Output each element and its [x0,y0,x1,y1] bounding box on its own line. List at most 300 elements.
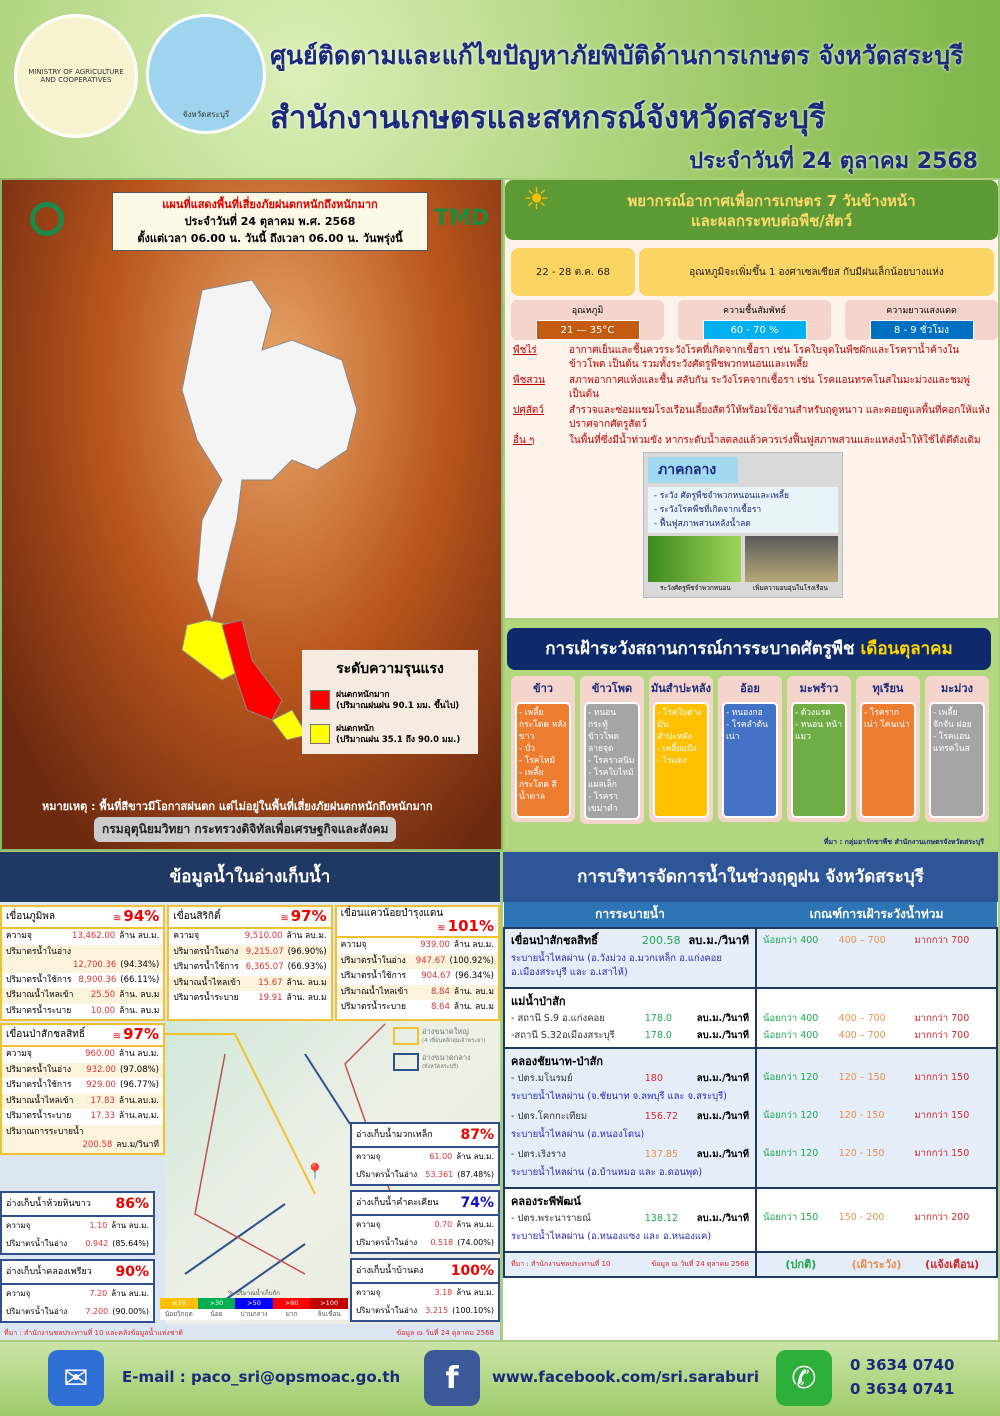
dam-row [2,973,163,989]
reservoir-percent: 74% [460,1195,494,1211]
criteria-normal: น้อยกว่า 150 [763,1212,819,1223]
reservoir-panel [0,852,500,1340]
dam-card [335,905,500,1021]
advice-list [513,344,993,448]
row-value-unit [91,1110,159,1123]
advice-key: พืชสวน [513,375,545,386]
advice-key: พืชไร่ [513,345,537,356]
weather-header [505,180,998,240]
metric-temperature [511,300,664,340]
criteria-watch: 400 – 700 [838,935,886,946]
unit-label: ลบ.ม./วินาที [696,1013,749,1024]
scale-value: >100 [310,1298,348,1309]
crop-pest-list: - เพลี้ย จักจั่น ฝอย - โรคแอน แทรคโนส [929,702,985,818]
unit-label: ลบ.ม./วินาที [696,1111,749,1122]
row-label: ความจุ [340,940,367,951]
row-unit: (96.34%) [454,971,494,982]
pest-surveillance-panel [505,620,998,850]
row-value: 960.00 [85,1049,115,1060]
row-label: ปริมาตรน้ำระบาย [6,1005,72,1016]
dam-row [2,1063,163,1079]
row-unit: ล้าน ลบ.ม. [456,1220,494,1229]
reservoir-percent: 100% [450,1263,494,1279]
row-value: 6,365.07 [245,962,284,973]
row-label: ปริมาณน้ำไหลเข้า [173,977,241,988]
legend-label: ฝนตกหนักมาก [336,690,390,700]
station-value: 178.0 [644,1013,672,1024]
row-unit: (85.64%) [112,1238,149,1248]
dam-row [169,976,330,992]
criteria-normal: น้อยกว่า 120 [763,1110,819,1121]
flow-note: ระบายน้ำไหลผ่าน (อ.หนองโดน) [511,1129,645,1140]
dam-row [337,1000,498,1016]
map-note: หมายเหตุ : พื้นที่สีขาวมีโอกาสฝนตก แต่ไม่อยู่ในพื้นที่เสี่ยงภัยฝนตกหนักถึงหนักมาก [42,800,433,813]
table-row [504,928,997,988]
row-label: ปริมาณการระบายน้ำ [6,1126,84,1137]
dam-card [0,905,165,1021]
flow-note: ระบายน้ำไหลผ่าน (จ.ชัยนาท จ.ลพบุรี และ จ.สระบุรี) [511,1091,727,1102]
legend-sub: (ปริมาณฝนฝน 90.1 มม. ขึ้นไป) [336,701,460,711]
station-line [511,1027,749,1044]
reservoir-row [2,1235,153,1253]
dam-line [511,932,749,949]
map-period: ตั้งแต่เวลา 06.00 น. วันนี้ ถึงเวลา 06.00 น. วันพรุ่งนี้ [137,232,403,245]
row-value: 19.91 [258,993,283,1004]
facebook-link[interactable]: www.facebook.com/sri.saraburi [492,1368,760,1386]
discharge-cell [504,988,756,1048]
reservoir-card [350,1122,500,1186]
water-level-icon: ≋ [113,912,122,924]
row-unit: (96.90%) [287,946,327,957]
dde-logo-icon [30,202,64,236]
dam-row [2,1047,163,1063]
crop-pest-list: - โรคใบด่าง มัน สำปะหลัง - เพลี้ยแป้ง - ไรแดง [653,702,709,818]
dam-percent: 97% [123,1024,159,1043]
legend-label: ฝนตกหนัก [336,724,375,734]
pest-month: เดือนตุลาคม [860,639,953,659]
flow-note: ระบายน้ำไหลผ่าน (อ.หนองแซง และ อ.หนองแค) [511,1231,712,1242]
dam-row [2,929,163,945]
row-value-unit [72,930,159,943]
scale-bin [160,1298,198,1320]
left-reservoir-column [0,1023,159,1323]
criteria-normal: น้อยกว่า 400 [763,1013,819,1024]
row-unit: (100.92%) [449,955,494,966]
row-label: ปริมาตรน้ำระบาย [340,1002,406,1013]
dam-row [337,985,498,1001]
reservoir-name: อ่างเก็บน้ำห้วยหินขาว [6,1198,91,1209]
reservoir-row [352,1166,498,1184]
crop-name: มันสำปะหลัง [651,682,711,695]
dam-row [2,1004,163,1020]
row-label: ปริมาณน้ำไหลเข้า [6,990,74,1001]
row-value-unit [430,1237,494,1249]
row-unit: ล้าน ลบ.ม. [456,1152,494,1161]
row-unit: ล้าน. ลบ.ม [119,990,160,1001]
unit-label: ลบ.ม./วินาที [696,1149,749,1160]
row-value-unit [431,986,494,999]
table-row [504,1048,997,1188]
dam-row [2,1078,163,1094]
crop-card [649,676,713,822]
dam-row [337,954,498,970]
crop-pest-list: - ด้วงแรด - หนอน หน้าแมว [791,702,847,818]
facebook-icon: f [424,1350,480,1406]
crop-name: มะพร้าว [799,682,839,695]
scale-label: น้อย [198,1309,236,1320]
central-region-box [643,452,843,598]
row-value: 17.83 [90,1095,115,1106]
row-value: 200.58 [82,1139,113,1150]
row-unit: (96.77%) [119,1080,159,1091]
map-source: กรมอุตุนิยมวิทยา กระทรวงดิจิทัลเพื่อเศรษฐกิจและสังคม [94,817,396,842]
row-unit: ล้าน.ลบ.ม. [118,1095,159,1106]
reservoir-row [352,1216,498,1234]
criteria-normal: น้อยกว่า 400 [763,935,819,946]
row-value: 8,900.36 [78,974,117,985]
row-unit: (97.08%) [119,1064,159,1075]
station-name: - ปตร.เริงราง [511,1149,566,1160]
row-value-unit [85,1048,159,1061]
criteria-alert: มากกว่า 150 [914,1110,970,1121]
caterpillar-photo [648,536,741,582]
reservoir-asof: ข้อมูล ณ วันที่ 24 ตุลาคม 2568 [396,1329,494,1337]
province-seal [146,14,266,134]
crop-pest-list: - เพลี้ยกระโดด หลังขาว - บั่ว - โรคไหม้ - เพลี้ยกระโดด สีน้ำตาล [515,702,571,818]
legend-title: ระดับความรุนแรง [336,661,444,677]
station-value: 180 [644,1073,663,1084]
row-value: 1.10 [89,1220,108,1230]
forecast-period: 22 - 28 ต.ค. 68 [511,248,635,296]
table-row [504,1252,997,1277]
row-label: ความจุ [356,1288,381,1297]
row-value: 939.00 [420,940,450,951]
dam-name: เขื่อนภูมิพล [6,911,55,922]
water-level-icon: ≋ [280,912,289,924]
email-link[interactable]: E-mail : paco_sri@opsmoac.go.th [122,1368,401,1386]
reservoir-name: อ่างเก็บน้ำมวกเหล็ก [356,1130,433,1140]
dam-pct-wrap [112,1024,159,1043]
row-value: 9,215.07 [245,946,284,957]
dam-row [169,960,330,976]
row-value: 8.64 [430,1002,450,1013]
row-value-unit [85,1238,149,1250]
station-value: 178.0 [644,1030,672,1041]
row-label: ปริมาตรน้ำในอ่าง [6,1064,71,1075]
scale-label: น้อยวิกฤต [160,1309,198,1320]
row-value: 9,510.00 [244,931,283,942]
row-label: ความจุ [6,1288,31,1298]
crop-card [511,676,575,822]
unit-label: ลบ.ม./วินาที [688,934,749,947]
water-level-icon: ≋ [437,923,446,934]
weather-title: พยากรณ์อากาศเพื่อการเกษตร 7 วันข้างหน้า [627,192,916,210]
row-unit: ล้าน ลบ.ม. [456,1288,494,1297]
reservoir-card [350,1258,500,1322]
scale-value: ≤30 [160,1298,198,1309]
central-item: - ระวังโรคพืชที่เกิดจากเชื้อรา [654,505,762,515]
advice-text: ในพื้นที่ซึ่งมีน้ำท่วมขัง หากระดับน้ำลดลงแล้วควรเร่งฟื้นฟูสภาพสวนและแหล่งน้ำให้ใช้ได้ดีดังเดิม [569,435,981,446]
row-value: 0.518 [430,1238,454,1247]
weather-subtitle: และผลกระทบต่อพืช/สัตว์ [690,212,853,230]
reservoir-header [352,1260,498,1284]
col-header-criteria: เกณฑ์การเฝ้าระวังน้ำท่วม [756,902,997,928]
metric-label: ความชื้นสัมพัทธ์ [722,306,787,316]
pest-source: ที่มา : กลุ่มอารักขาพืช สำนักงานเกษตรจังหวัดสระบุรี [823,838,984,846]
row-label: ปริมาตรน้ำใช้การ [6,974,72,985]
row-unit: ล้าน. ลบ.ม [286,993,327,1004]
dam-row [337,938,498,954]
row-value: 17.33 [90,1111,115,1122]
reservoir-row [2,1285,153,1303]
dam-row [2,1125,163,1153]
reservoir-percent: 87% [460,1127,494,1143]
station-line [511,1108,749,1125]
level-label: (ปกติ) [785,1258,817,1271]
reservoir-row [352,1284,498,1302]
row-value: 904.67 [421,971,451,982]
dam-name: เขื่อนป่าสักชลสิทธิ์ [6,1029,85,1040]
row-value-unit [258,977,326,990]
legend-item [310,690,470,712]
row-value: 12,700.36 [73,959,117,970]
dam-row [337,969,498,985]
row-unit: (74.00%) [457,1238,494,1247]
row-value: 15.67 [258,977,283,988]
row-value-unit [246,961,327,974]
criteria-line [763,1145,990,1162]
row-value-unit [245,930,327,943]
row-unit: ล้าน ลบ.ม. [453,940,494,951]
row-unit: ล้าน ลบ.ม. [111,1220,149,1230]
criteria-line [763,932,990,949]
weather-advice-area [513,344,993,598]
phone-number-1[interactable]: 0 3634 0740 [850,1356,955,1374]
row-value: 3.215 [425,1306,449,1315]
rain-risk-map-panel [0,178,503,851]
scale-value: >80 [273,1298,311,1309]
water-management-panel [503,852,998,1340]
crop-pest-list: - โรครากเน่า โคนเน่า [860,702,916,818]
dam-name: เขื่อนแควน้อยบำรุงแดน [340,908,444,919]
row-unit: ล้าน. ลบ.ม [286,977,327,988]
criteria-line [763,1069,990,1086]
dam-header [2,907,163,929]
header-date: ประจำวันที่ 24 ตุลาคม 2568 [689,149,978,174]
reservoir-row [352,1302,498,1320]
pest-header [507,628,991,670]
scale-label: มาก [273,1309,311,1320]
legend-sub: (ปริมาณฝน 35.1 ถึง 90.0 มม.) [336,735,461,745]
criteria-normal: น้อยกว่า 120 [763,1072,819,1083]
row-value-unit [91,1005,159,1018]
row-value-unit [246,946,327,959]
station-name: - ปตร.มโนรมย์ [511,1073,573,1084]
metric-label: ความยาวแสงแดด [886,306,957,316]
row-value-unit [425,1305,494,1317]
scale-bin [198,1298,236,1320]
scale-value: >30 [198,1298,236,1309]
severity-legend [302,650,478,754]
metric-value: 8 - 9 ชั่วโมง [870,320,974,340]
row-label: ปริมาตรน้ำใช้การ [6,1080,72,1091]
reservoir-card [0,1259,155,1323]
row-unit: (87.48%) [457,1170,494,1179]
dam-pct-wrap [280,906,327,925]
dam-header [2,1025,163,1047]
discharge-cell [504,928,756,988]
advice-key: ปศุสัตว์ [513,405,544,416]
dam-row [2,988,163,1004]
reservoir-row [2,1303,153,1321]
reservoir-card [0,1191,155,1255]
row-unit: (90.00%) [112,1306,149,1316]
footer [0,1342,1000,1416]
row-unit: ล้าน. ลบ.ม [119,1005,160,1016]
legend-item [310,724,470,746]
crop-name: อ้อย [740,682,760,695]
dam-row [2,1109,163,1125]
map-title: แผนที่แสดงพื้นที่เสี่ยงภัยฝนตกหนักถึงหนักมาก [162,198,378,211]
header [0,0,1000,178]
dam-pct-wrap [437,917,494,935]
station-name: - ปตร.พระนารายณ์ [511,1213,591,1224]
reservoir-name: อ่างเก็บน้ำคำตะเคียน [356,1198,439,1208]
row-value: 13,462.00 [71,931,116,942]
header-title-office: สำนักงานเกษตรและสหกรณ์จังหวัดสระบุรี [270,100,826,136]
map-legend-swatch [393,1027,419,1045]
advice-item [513,404,993,432]
level-label: (เฝ้าระวัง) [851,1258,902,1271]
row-label: ปริมาณน้ำไหลเข้า [6,1095,74,1106]
level-label: (แจ้งเตือน) [925,1258,980,1271]
map-legend-swatch [393,1053,419,1071]
row-value: 7.20 [89,1288,108,1298]
location-pin-icon: 📍 [305,1162,325,1181]
criteria-normal: น้อยกว่า 400 [763,1030,819,1041]
reservoir-row [2,1217,153,1235]
crop-pest-list: - หนองกอ - โรคลำต้นเน่า [722,702,778,818]
sun-cloud-icon: ☀ [523,182,550,217]
central-item: - ฟื้นฟูสภาพสวนหลังน้ำลด [654,519,751,529]
scale-label: ล้นเขื่อน [310,1309,348,1320]
criteria-line [763,1107,990,1124]
dam-row [169,945,330,961]
scale-label: ปานกลาง [235,1309,273,1320]
crop-card [718,676,782,822]
legend-swatch-red [310,690,330,710]
row-unit: ล้าน.ลบ.ม. [118,1111,159,1122]
row-value-unit [421,970,494,983]
water-level-icon: ≋ [112,1030,122,1042]
map-legend-label: อ่างขนาดกลาง [422,1053,471,1062]
forecast-summary: อุณหภูมิจะเพิ่มขึ้น 1 องศาเซลเซียส กับมีฝนเล็กน้อยบางแห่ง [639,248,994,296]
row-unit: ล้าน ลบ.ม. [118,1049,159,1060]
reservoir-card [350,1190,500,1254]
metric-value: 60 - 70 % [703,320,807,340]
dam-percent: 94% [123,906,160,925]
row-label: ความจุ [6,1220,31,1230]
dam-row [169,929,330,945]
row-value-unit [91,989,159,1002]
mgmt-asof: ข้อมูล ณ วันที่ 24 ตุลาคม 2568 [651,1260,749,1268]
row-value-unit [258,992,326,1005]
metric-sunshine [845,300,998,340]
reservoir-name: อ่างเก็บน้ำบ้านดง [356,1266,424,1276]
reservoir-row [352,1234,498,1252]
row-value-unit [89,1220,149,1232]
row-value: 8.84 [430,986,450,997]
crop-card [787,676,851,822]
dam-row [169,991,330,1007]
criteria-alert: มากกว่า 700 [914,1030,970,1041]
reservoir-header [352,1192,498,1216]
crop-card [580,676,644,824]
crop-pest-list: - หนอน กระทู้ ข้าวโพด ลายจุด - โรคราสนิม - โรคใบไหม้ แผลเล็ก - โรครา เขม่าดำ [584,702,640,820]
crop-card [925,676,989,822]
dam-name: เขื่อนสิริกิติ์ [173,911,221,922]
river-name: แม่น้ำป่าสัก [511,995,566,1008]
row-value: 929.00 [86,1080,116,1091]
province-seal-text: จังหวัดสระบุรี [182,109,230,119]
reservoir-header [2,1261,153,1285]
advice-item [513,434,993,448]
dam-percent: 97% [290,906,327,925]
left-medium-list [0,1191,155,1323]
row-label: ปริมาตรน้ำในอ่าง [356,1170,418,1179]
col-header-discharge: การระบายน้ำ [504,902,756,928]
row-value-unit [425,1169,494,1181]
photo-caption: เพิ่มความอบอุ่นในโรงเรือน [753,584,828,592]
mgmt-title: การบริหารจัดการน้ำในช่วงฤดูฝน จังหวัดสระบุรี [503,852,998,902]
criteria-alert: มากกว่า 700 [914,935,970,946]
row-label: ปริมาตรน้ำในอ่าง [6,1306,68,1316]
row-value: 3.18 [434,1288,453,1297]
crop-name: มะม่วง [941,682,973,695]
criteria-cell [756,1188,997,1252]
row-value-unit [431,1001,494,1014]
central-item: - ระวัง ศัตรูพืชจำพวกหนอนและเพลี้ย [654,491,789,501]
dam-card [0,1023,165,1155]
central-title: ภาคกลาง [648,457,738,483]
row-unit: ล้าน ลบ.ม. [286,931,327,942]
phone-number-2[interactable]: 0 3634 0741 [850,1380,955,1398]
scale-value: >50 [235,1298,273,1309]
advice-text: สำรวจและซ่อมแซมโรงเรือนเลี้ยงสัตว์ให้พร้อมใช้งานสำหรับฤดูหนาว และคอยดูแลพื้นที่คอกให้แห้ง ปราศจากศัตรูสัตว์ [569,405,990,430]
table-row [504,1188,997,1252]
criteria-line [763,1209,990,1226]
row-value-unit [86,1079,159,1092]
criteria-cell [756,988,997,1048]
reservoir-percent: 90% [115,1263,149,1280]
pest-title: การเฝ้าระวังสถานการณ์การระบาดศัตรูพืช [545,639,855,659]
dam-header [169,907,330,929]
criteria-line [763,1010,990,1027]
scale-title: % ปริมาณน้ำเก็บกัก [228,1290,280,1297]
row-unit: ล้าน ลบ.ม. [119,931,160,942]
metric-value: 21 — 35°C [536,320,640,340]
row-value-unit [434,1219,494,1231]
criteria-alert: มากกว่า 700 [914,1013,970,1024]
row-label: ปริมาณน้ำไหลเข้า [340,986,409,997]
station-name: -สถานี S.32อเมืองสระบุรี [511,1030,615,1041]
advice-key: อื่น ๆ [513,435,535,446]
row-value: 53.361 [425,1170,454,1179]
map-header [112,192,428,251]
station-value: 156.72 [644,1111,679,1122]
row-unit: ล้าน. ลบ.ม [453,986,494,997]
crop-name: ทุเรียน [872,682,904,695]
